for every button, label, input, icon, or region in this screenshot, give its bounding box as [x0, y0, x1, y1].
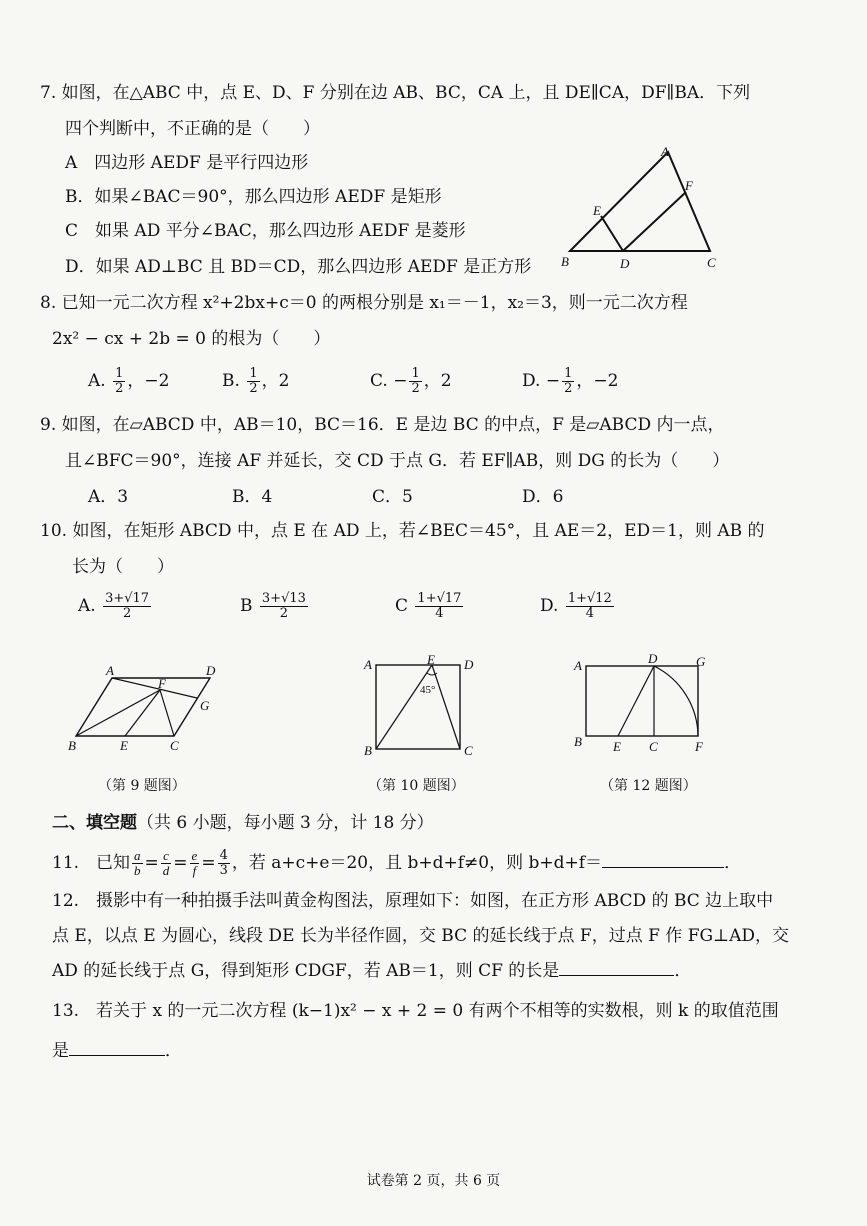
q7-label-d: D — [620, 256, 630, 271]
q8-option-c-den: 2 — [411, 381, 420, 396]
q12-line3 — [52, 960, 691, 982]
q7-label-c: C — [707, 255, 716, 270]
q7-label-a: A — [661, 144, 669, 159]
q10-option-b — [240, 592, 310, 621]
q10-option-a-label: A. — [78, 596, 96, 616]
q13-answer-blank[interactable] — [69, 1055, 165, 1056]
q11-rest: ，若 a+c+e＝20，且 b+d+f≠0，则 b+d+f＝ — [231, 853, 603, 873]
q10-stem-line1: 10. 如图，在矩形 ABCD 中，点 E 在 AD 上，若∠BEC＝45°，且 AE＝2，ED＝1，则 AB 的 — [40, 521, 765, 541]
q8-option-d-num: 1 — [564, 366, 573, 381]
q10-option-a-num: 3+√17 — [105, 591, 150, 606]
q10-option-b-den: 2 — [279, 606, 289, 621]
q10-option-d-frac — [566, 592, 614, 621]
q9-stem-line2: 且∠BFC＝90°，连接 AF 并延长，交 CD 于点 G．若 EF∥AB，则 DG 的长为（ ） — [65, 451, 730, 471]
q12-answer-blank[interactable] — [559, 975, 674, 976]
q8-option-d-sign: − — [545, 371, 561, 391]
section2-title: 二、填空题 — [52, 813, 137, 833]
q11-f2-num: c — [163, 848, 169, 863]
q10-option-d-den: 4 — [585, 606, 594, 621]
fig12-label-c: C — [649, 739, 658, 754]
section2-heading — [52, 808, 434, 833]
q8-option-a-frac — [113, 367, 125, 396]
q7-stem-line2: 四个判断中，不正确的是（ ） — [65, 119, 320, 139]
q11-f3-num: e — [191, 848, 198, 863]
q10-option-c — [395, 592, 465, 621]
q11-frac-43 — [218, 849, 230, 878]
q8-option-a-label: A. — [88, 371, 106, 391]
q8-option-c — [370, 366, 452, 396]
q8-option-c-num: 1 — [411, 366, 420, 381]
fig12-label-f: F — [695, 739, 703, 754]
q7-option-a: A 四边形 AEDF 是平行四边形 — [65, 153, 309, 173]
q10-option-a-den: 2 — [122, 606, 132, 621]
q8-stem-line1: 8. 已知一元二次方程 x²+2bx+c＝0 的两根分别是 x₁＝－1，x₂＝3，则一元二次方程 — [40, 293, 688, 313]
q10-option-c-den: 4 — [435, 606, 444, 621]
fig9-label-a: A — [106, 663, 114, 678]
q9-stem-line1: 9. 如图，在▱ABCD 中，AB＝10，BC＝16．E 是边 BC 的中点，F 是▱ABCD 内一点， — [40, 415, 725, 435]
fig12-label-b: B — [574, 734, 582, 749]
q11-f3-den: f — [192, 863, 197, 878]
q8-option-d-rest: ，−2 — [576, 371, 619, 391]
q13-line2 — [52, 1040, 182, 1062]
q7-label-b: B — [561, 254, 569, 269]
q13-line2-text: 是 — [52, 1041, 69, 1061]
q8-option-c-frac — [409, 367, 421, 396]
fig10-caption: （第 10 题图） — [368, 778, 465, 794]
q12-line2: 点 E，以点 E 为圆心，线段 DE 长为半径作圆，交 BC 的延长线于点 F，过点 F 作 FG⊥AD，交 — [52, 926, 789, 946]
q8-option-d — [522, 366, 618, 396]
q8-option-b-den: 2 — [249, 381, 258, 396]
q10-option-c-num: 1+√17 — [417, 591, 462, 606]
page-footer: 试卷第 2 页，共 6 页 — [366, 1173, 501, 1189]
figure-9 — [62, 660, 232, 760]
q8-option-d-frac — [562, 367, 574, 396]
fig10-label-c: C — [464, 743, 473, 758]
q13-end: ． — [165, 1041, 182, 1061]
fig10-label-b: B — [364, 743, 372, 758]
q11-f4-num: 4 — [219, 848, 228, 863]
q7-label-e: E — [593, 203, 601, 218]
q10-stem-line2: 长为（ ） — [72, 557, 174, 577]
q7-option-c: C 如果 AD 平分∠BAC，那么四边形 AEDF 是菱形 — [65, 221, 466, 241]
q7-stem-line1: 7. 如图，在△ABC 中，点 E、D、F 分别在边 AB、BC，CA 上，且 DE∥CA，DF∥BA．下列 — [40, 83, 751, 103]
q7-option-b: B．如果∠BAC＝90°，那么四边形 AEDF 是矩形 — [65, 187, 442, 207]
q11-end: ． — [724, 853, 742, 873]
fig12-label-d: D — [648, 651, 658, 666]
fig9-label-d: D — [206, 663, 216, 678]
q9-option-a: A．3 — [88, 487, 129, 507]
fig9-label-e: E — [120, 738, 128, 753]
q11-prefix: 11. 已知 — [52, 853, 131, 873]
q10-option-d — [540, 592, 616, 621]
figure-12 — [568, 650, 718, 760]
q11-f1-num: a — [134, 848, 141, 863]
figure-10 — [358, 655, 488, 760]
q8-option-b-rest: ，2 — [261, 371, 290, 391]
q12-line1: 12. 摄影中有一种拍摄手法叫黄金构图法，原理如下：如图，在正方形 ABCD 的 BC 边上取中 — [52, 891, 774, 911]
q10-option-d-num: 1+√12 — [567, 591, 612, 606]
q10-option-b-num: 3+√13 — [261, 591, 306, 606]
fig9-caption: （第 9 题图） — [98, 778, 186, 794]
q11-frac-cd — [161, 849, 172, 878]
q9-option-c: C．5 — [372, 487, 413, 507]
q12-end: ． — [674, 961, 692, 981]
fig10-label-a: A — [364, 657, 372, 672]
q11-f1-den: b — [134, 863, 141, 878]
fig10-label-d: D — [464, 657, 474, 672]
q7-label-f: F — [685, 178, 693, 193]
q8-option-d-den: 2 — [564, 381, 573, 396]
q8-option-a — [88, 366, 169, 396]
q10-option-b-frac — [260, 592, 308, 621]
q11-frac-ab — [132, 849, 143, 878]
q11-frac-ef — [190, 849, 200, 878]
fig9-label-g: G — [200, 698, 210, 713]
q11-answer-blank[interactable] — [602, 867, 724, 868]
fig9-label-b: B — [68, 738, 76, 753]
q8-option-c-sign: − — [393, 371, 408, 391]
fig9-label-f: F — [158, 676, 166, 691]
q10-option-c-label: C — [395, 596, 409, 616]
q8-option-d-label: D. — [522, 371, 541, 391]
q9-option-d: D．6 — [522, 487, 564, 507]
q10-option-d-label: D. — [540, 596, 559, 616]
q8-option-b-label: B. — [222, 371, 240, 391]
fig12-caption: （第 12 题图） — [600, 778, 697, 794]
fig10-label-e: E — [427, 655, 435, 667]
q7-option-d: D．如果 AD⊥BC 且 BD＝CD，那么四边形 AEDF 是正方形 — [65, 257, 532, 277]
q8-option-a-num: 1 — [115, 366, 124, 381]
q13-line1: 13. 若关于 x 的一元二次方程 (k−1)x² − x + 2 = 0 有两个不相等的实数根，则 k 的取值范围 — [52, 1001, 779, 1021]
q8-option-a-den: 2 — [115, 381, 124, 396]
fig9-label-c: C — [170, 738, 179, 753]
q11-f2-den: d — [162, 863, 170, 878]
q10-option-a-frac — [103, 592, 151, 621]
q9-option-b: B．4 — [232, 487, 273, 507]
fig12-label-a: A — [574, 658, 582, 673]
q8-option-b — [222, 366, 289, 396]
q11: 11. 已知 $\frac{a}{b}$ = $\frac{c}{d}$ = $\frac{e}{f}$ = $\frac{4}{3}$ ，若 a+c+e＝20，且 b+d+f≠0，则 b+d+f＝ ． — [52, 848, 742, 878]
section2-note: （共 6 小题，每小题 3 分，计 18 分） — [137, 813, 434, 833]
q7-figure — [555, 140, 730, 275]
fig12-label-g: G — [696, 654, 706, 669]
q10-option-a — [78, 592, 153, 621]
q10-option-b-label: B — [240, 596, 253, 616]
q8-option-a-rest: ，−2 — [127, 371, 170, 391]
fig10-angle: 45° — [420, 684, 436, 696]
q8-stem-line2: 2x² − cx + 2b = 0 的根为（ ） — [52, 329, 331, 349]
q8-option-c-label: C. — [370, 371, 388, 391]
q8-option-b-num: 1 — [249, 366, 258, 381]
fig12-label-e: E — [613, 739, 621, 754]
q10-option-c-frac — [415, 592, 463, 621]
q12-line3-text: AD 的延长线于点 G，得到矩形 CDGF，若 AB＝1，则 CF 的长是 — [52, 961, 560, 981]
q8-option-b-frac — [247, 367, 259, 396]
q11-f4-den: 3 — [219, 863, 228, 878]
q8-option-c-rest: ，2 — [423, 371, 452, 391]
